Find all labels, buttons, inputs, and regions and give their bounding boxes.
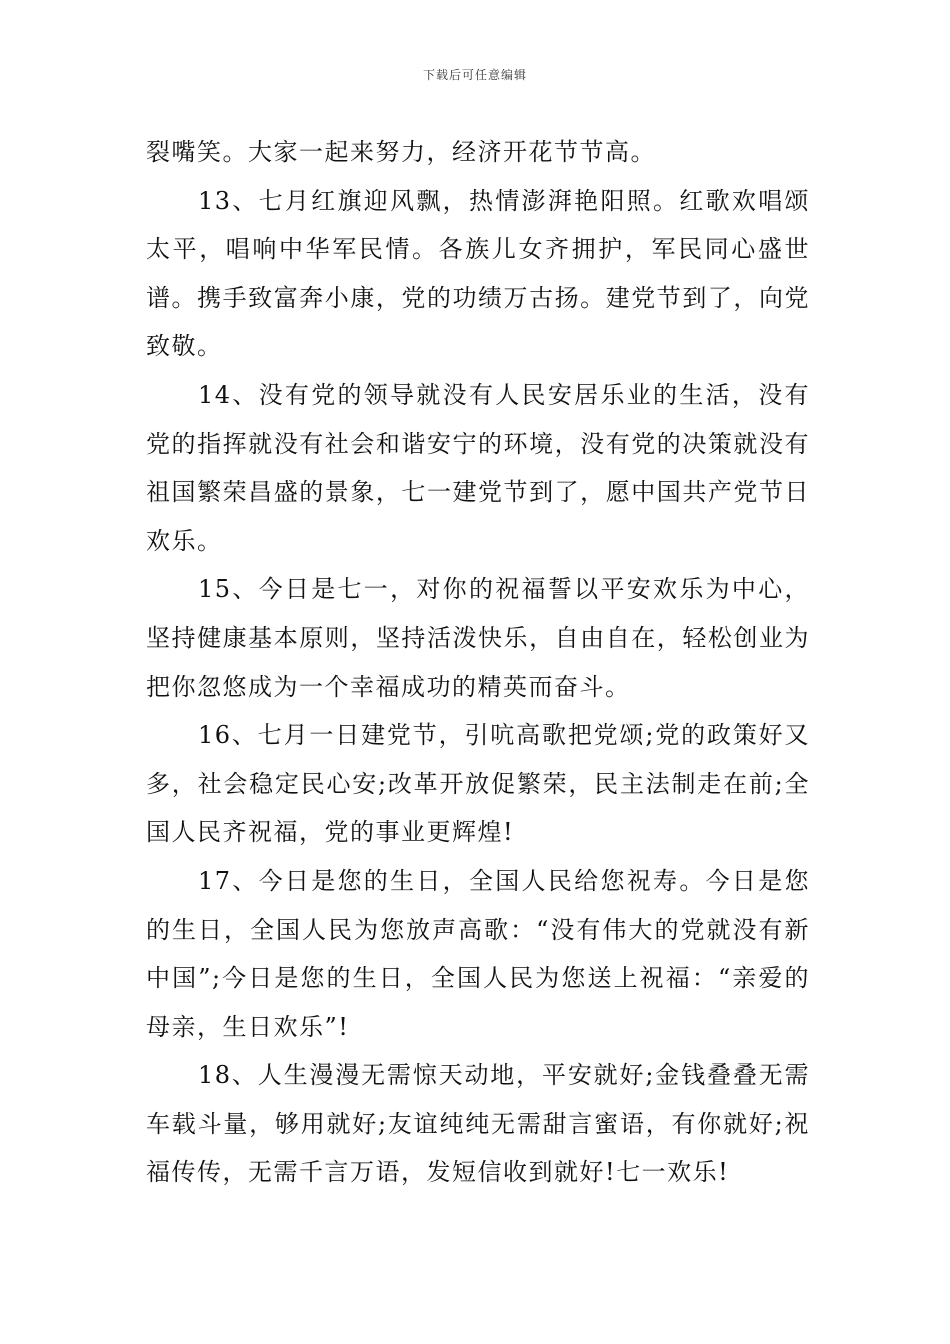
page-header: 下载后可任意编辑: [422, 68, 527, 82]
paragraph-14: 14、没有党的领导就没有人民安居乐业的生活，没有党的指挥就没有社会和谐安宁的环境，没有党的决策就没有祖国繁荣昌盛的景象，七一建党节到了，愿中国共产党节日欢乐。: [146, 380, 810, 555]
paragraph-15: 15、今日是七一，对你的祝福誓以平安欢乐为中心，坚持健康基本原则，坚持活泼快乐，自由自在，轻松创业为把你忽悠成为一个幸福成功的精英而奋斗。: [146, 575, 810, 701]
document-body: [146, 128, 810, 1197]
paragraph-18: 18、人生漫漫无需惊天动地，平安就好;金钱叠叠无需车载斗量，够用就好;友谊纯纯无需甜言蜜语，有你就好;祝福传传，无需千言万语，发短信收到就好!七一欢乐!: [146, 1061, 810, 1187]
paragraph-continuation: 裂嘴笑。大家一起来努力，经济开花节节高。: [146, 138, 656, 166]
paragraph-16: 16、七月一日建党节，引吭高歌把党颂;党的政策好又多，社会稳定民心安;改革开放促繁荣，民主法制走在前;全国人民齐祝福，党的事业更辉煌!: [146, 721, 810, 847]
paragraph-17: 17、今日是您的生日，全国人民给您祝寿。今日是您的生日，全国人民为您放声高歌：“没有伟大的党就没有新中国”;今日是您的生日，全国人民为您送上祝福：“亲爱的母亲，生日欢乐”!: [146, 866, 810, 1041]
paragraph-13: 13、七月红旗迎风飘，热情澎湃艳阳照。红歌欢唱颂太平，唱响中华军民情。各族儿女齐拥护，军民同心盛世谱。携手致富奔小康，党的功绩万古扬。建党节到了，向党致敬。: [146, 186, 810, 361]
